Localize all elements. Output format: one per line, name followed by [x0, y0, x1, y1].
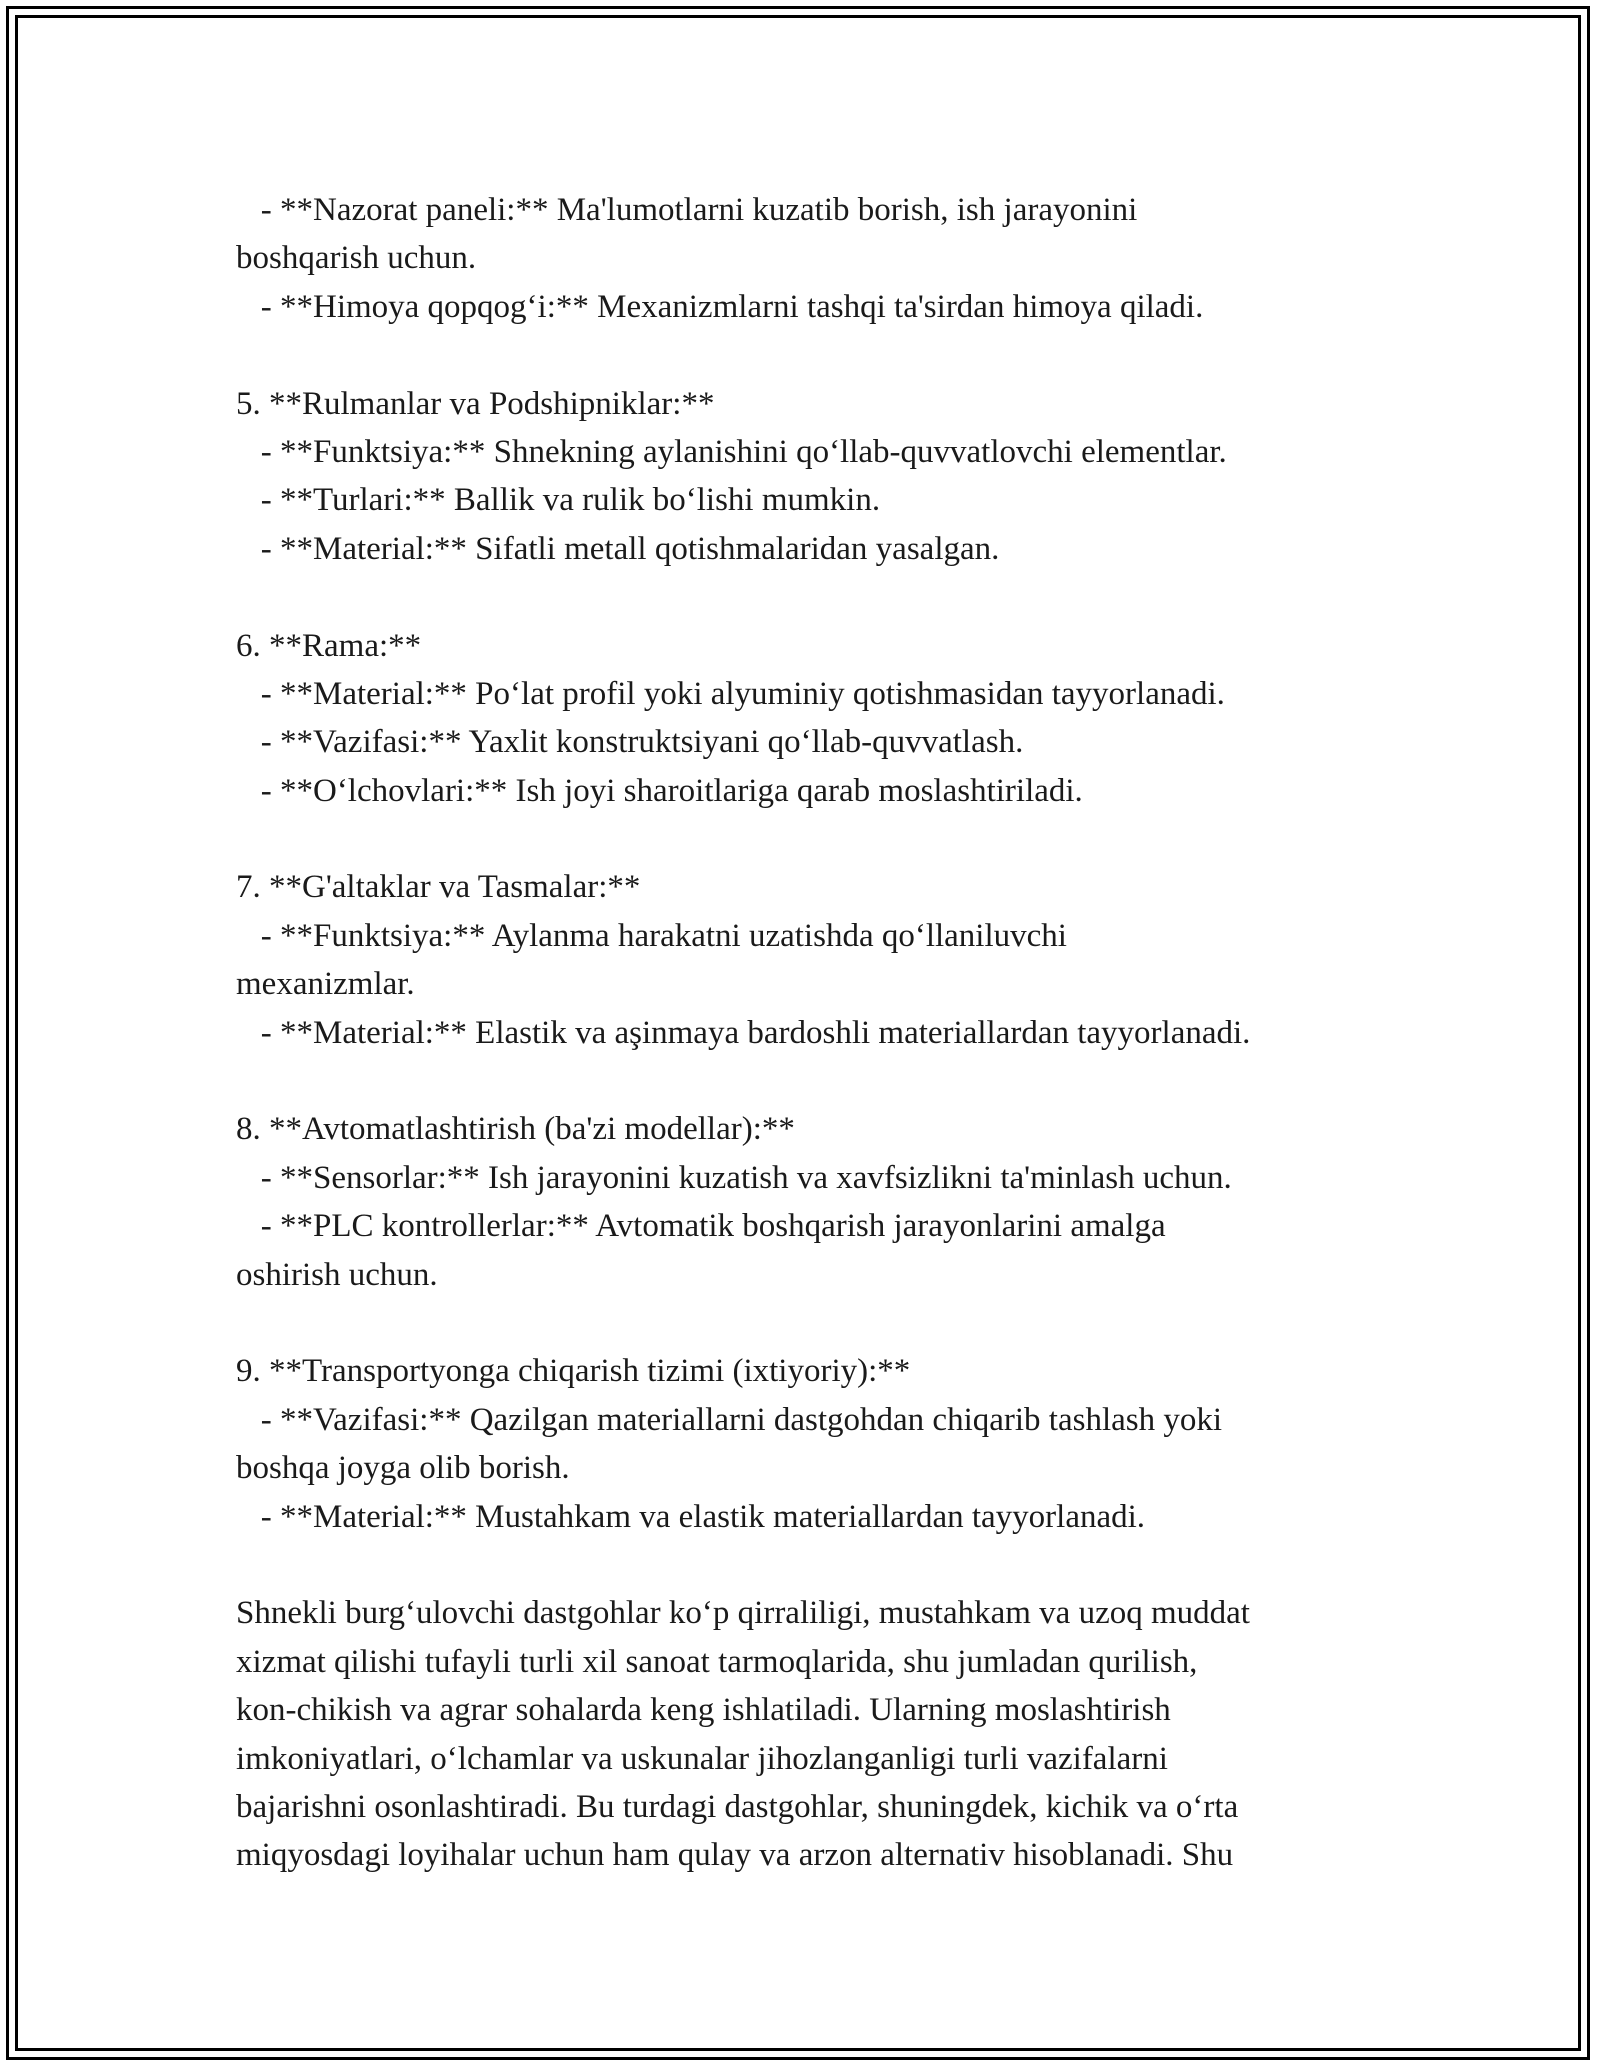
text-line: boshqarish uchun. [236, 240, 477, 277]
text-line: - **Vazifasi:** Yaxlit konstruktsiyani qo‘llab-quvvatlash. [236, 724, 1024, 761]
blank-line [236, 815, 1376, 863]
text-line: - **Funktsiya:** Shnekning aylanishini qo‘llab-quvvatlovchi elementlar. [236, 433, 1227, 470]
section-heading: 6. **Rama:** [236, 627, 422, 664]
document-body [236, 186, 1376, 1880]
text-line: - **Vazifasi:** Qazilgan materiallarni dastgohdan chiqarib tashlash yoki [236, 1401, 1223, 1438]
paragraph-line: imkoniyatlari, o‘lchamlar va uskunalar jihozlanganligi turli vazifalarni [236, 1740, 1168, 1777]
paragraph-line: kon-chikish va agrar sohalarda keng ishlatiladi. Ularning moslashtirish [236, 1692, 1171, 1729]
text-line: - **O‘lchovlari:** Ish joyi sharoitlariga qarab moslashtiriladi. [236, 772, 1083, 809]
section-heading: 8. **Avtomatlashtirish (ba'zi modellar):** [236, 1111, 795, 1148]
blank-line [236, 1299, 1376, 1347]
blank-line [236, 1541, 1376, 1589]
paragraph-line: Shnekli burg‘ulovchi dastgohlar ko‘p qirraliligi, mustahkam va uzoq muddat [236, 1595, 1250, 1632]
blank-line [236, 331, 1376, 379]
text-line: - **Himoya qopqog‘i:** Mexanizmlarni tashqi ta'sirdan himoya qiladi. [236, 288, 1204, 325]
text-line: - **Turlari:** Ballik va rulik bo‘lishi mumkin. [236, 482, 881, 519]
text-line: - **Funktsiya:** Aylanma harakatni uzatishda qo‘llaniluvchi [236, 917, 1067, 954]
section-heading: 5. **Rulmanlar va Podshipniklar:** [236, 385, 715, 422]
text-line: - **Material:** Elastik va aşinmaya bardoshli materiallardan tayyorlanadi. [236, 1014, 1251, 1051]
text-line: oshirish uchun. [236, 1256, 438, 1293]
text-line: - **Sensorlar:** Ish jarayonini kuzatish va xavfsizlikni ta'minlash uchun. [236, 1159, 1232, 1196]
blank-line [236, 1057, 1376, 1105]
text-line: mexanizmlar. [236, 966, 415, 1003]
paragraph-line: xizmat qilishi tufayli turli xil sanoat tarmoqlarida, shu jumladan qurilish, [236, 1643, 1198, 1680]
text-line: - **Material:** Po‘lat profil yoki alyuminiy qotishmasidan tayyorlanadi. [236, 675, 1225, 712]
text-line: - **Material:** Sifatli metall qotishmalaridan yasalgan. [236, 530, 1000, 567]
section-heading: 9. **Transportyonga chiqarish tizimi (ixtiyoriy):** [236, 1353, 911, 1390]
paragraph-line: bajarishni osonlashtiradi. Bu turdagi dastgohlar, shuningdek, kichik va o‘rta [236, 1788, 1239, 1825]
blank-line [236, 573, 1376, 621]
text-line: - **PLC kontrollerlar:** Avtomatik boshqarish jarayonlarini amalga [236, 1208, 1166, 1245]
section-heading: 7. **G'altaklar va Tasmalar:** [236, 869, 641, 906]
paragraph-line: miqyosdagi loyihalar uchun ham qulay va arzon alternativ hisoblanadi. Shu [236, 1837, 1234, 1874]
text-line: - **Nazorat paneli:** Ma'lumotlarni kuzatib borish, ish jarayonini [236, 192, 1138, 228]
text-line: - **Material:** Mustahkam va elastik materiallardan tayyorlanadi. [236, 1498, 1146, 1535]
text-line: boshqa joyga olib borish. [236, 1450, 570, 1487]
